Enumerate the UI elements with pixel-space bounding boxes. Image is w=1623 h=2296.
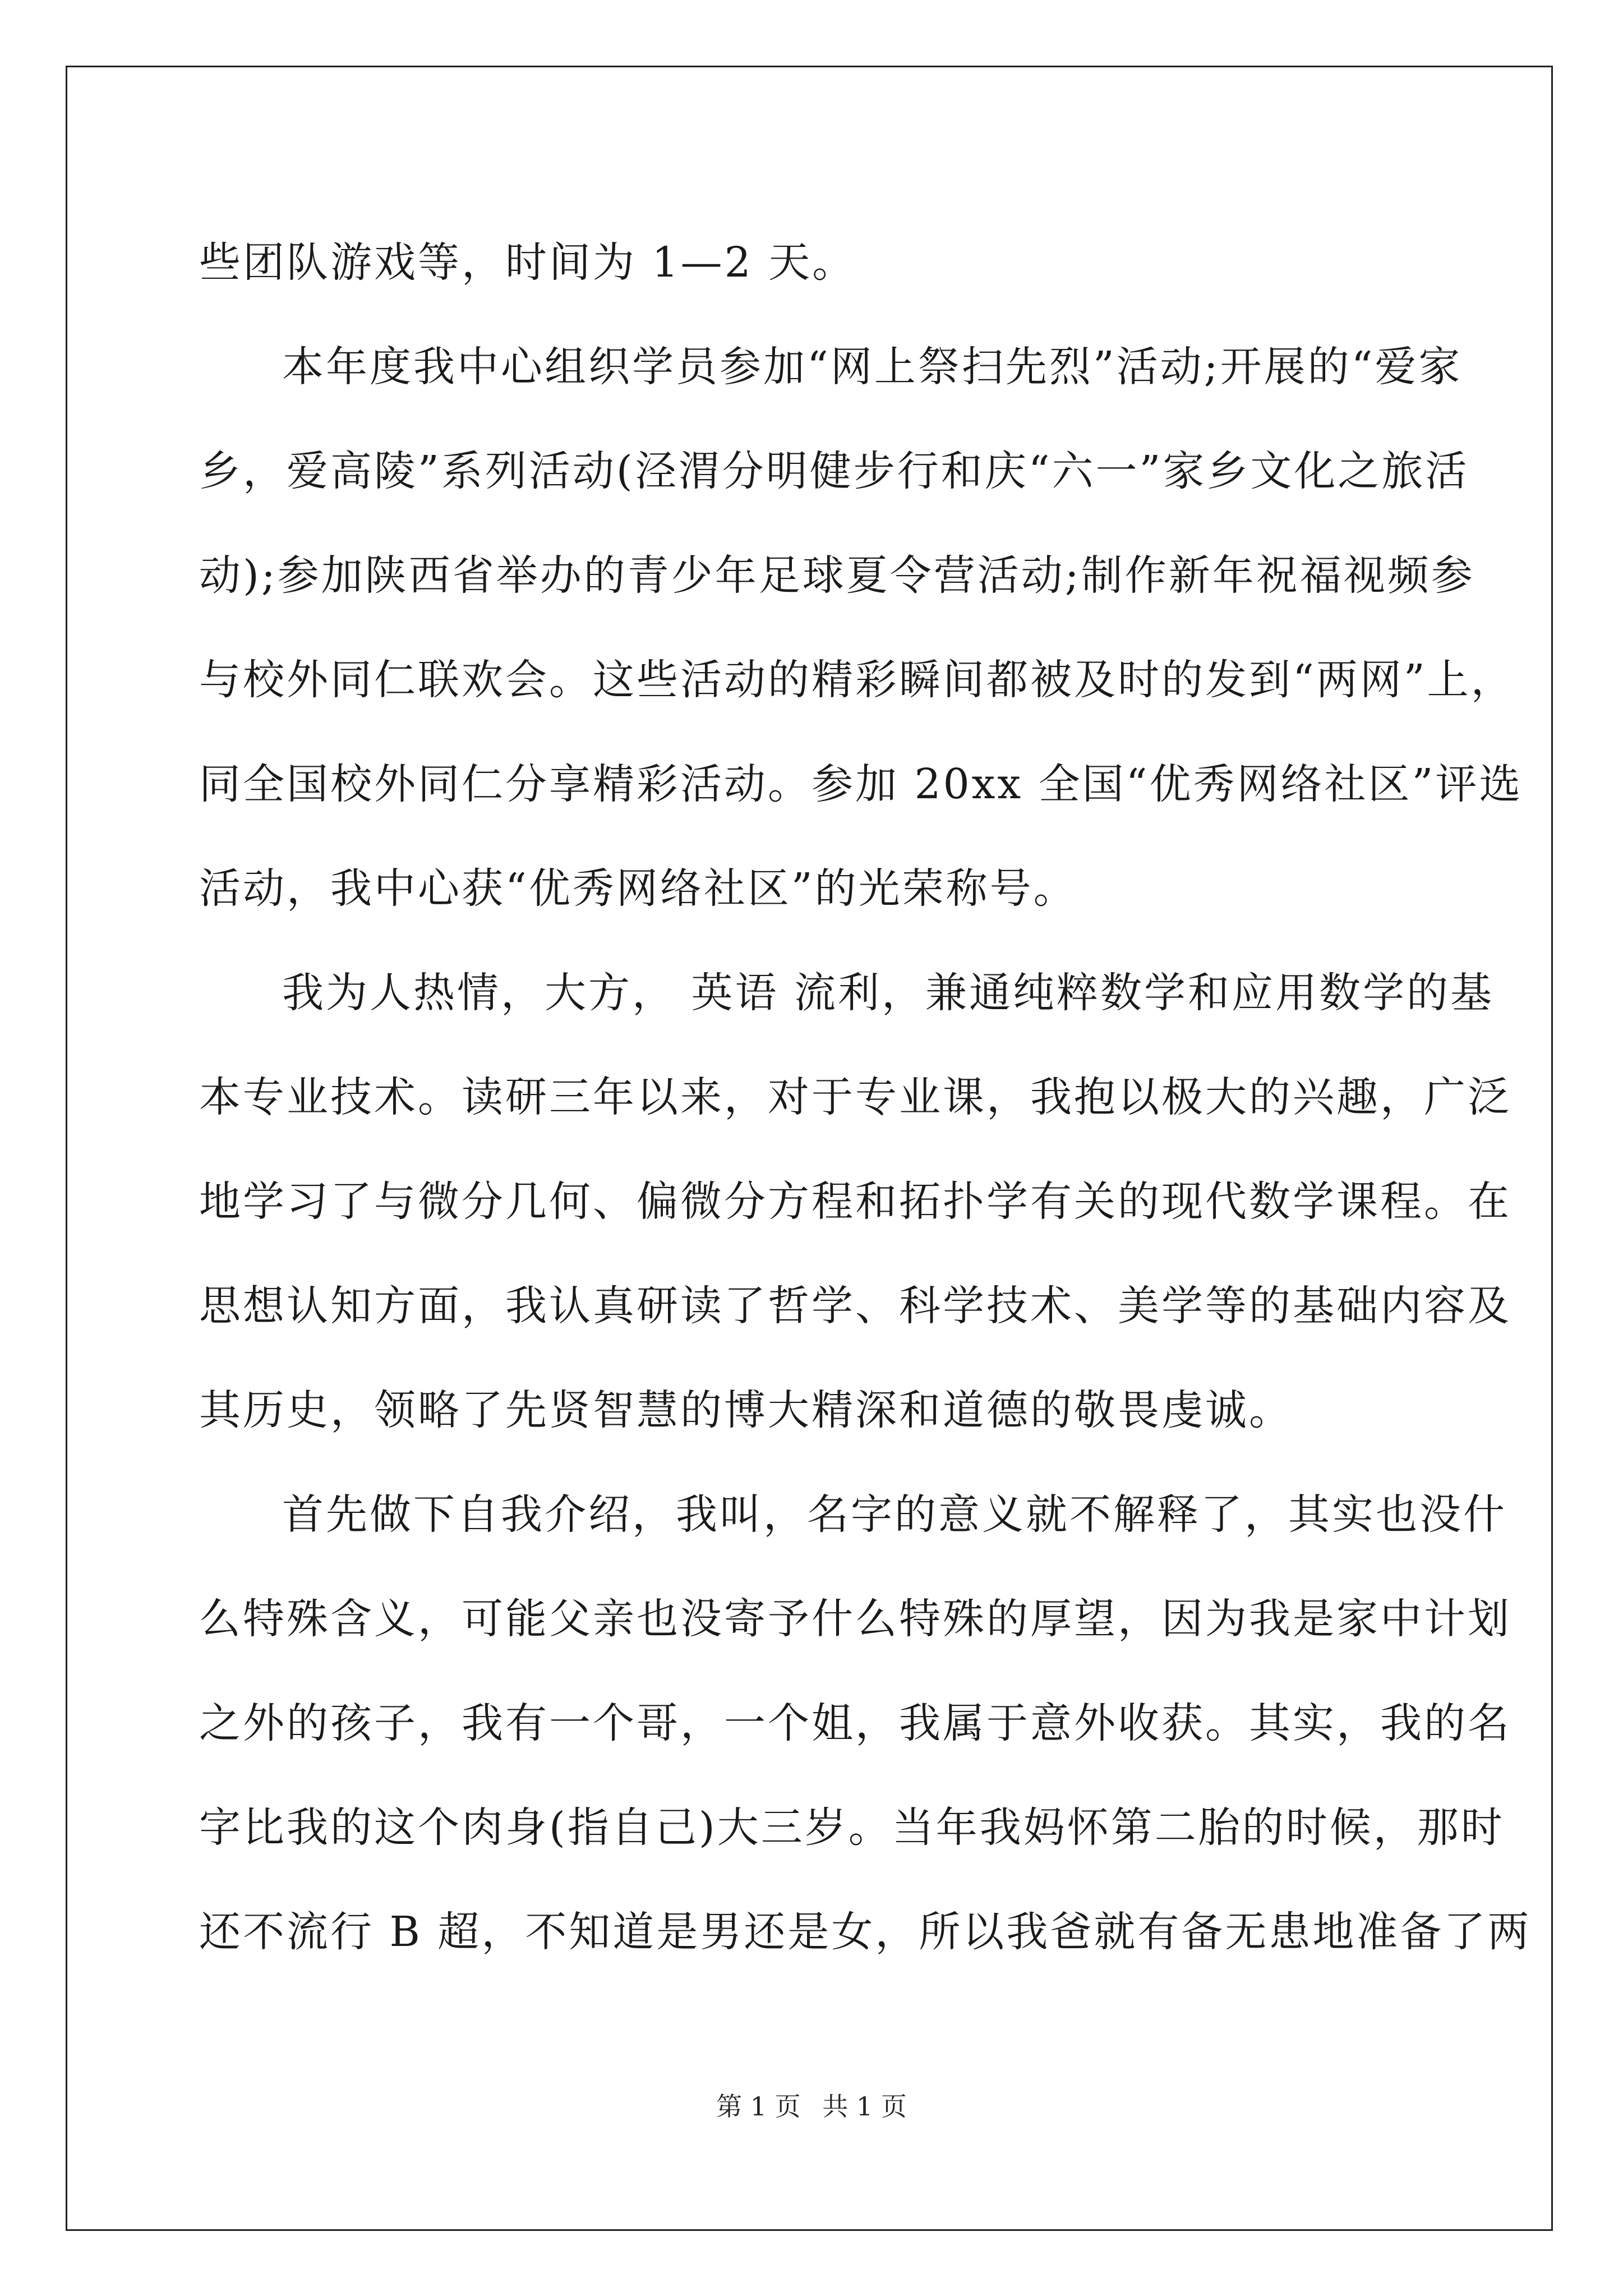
text-line: 些团队游戏等，时间为 1—2 天。	[199, 238, 856, 287]
page-footer	[0, 2090, 1623, 2123]
text-line: 动);参加陕西省举办的青少年足球夏令营活动;制作新年祝福视频参	[199, 551, 1475, 600]
text-line: 地学习了与微分几何、偏微分方程和拓扑学有关的现代数学课程。在	[199, 1177, 1511, 1226]
text-line: 乡，爱高陵”系列活动(泾渭分明健步行和庆“六一”家乡文化之旅活	[199, 447, 1469, 495]
paragraph-2	[199, 315, 1523, 941]
text-line: 字比我的这个肉身(指自己)大三岁。当年我妈怀第二胎的时候，那时	[199, 1803, 1505, 1852]
text-line: 本年度我中心组织学员参加“网上祭扫先烈”活动;开展的“爱家	[282, 343, 1463, 391]
text-line: 同全国校外同仁分享精彩活动。参加 20xx 全国“优秀网络社区”评选	[199, 760, 1523, 808]
page-number-current: 第 1 页	[716, 2091, 801, 2122]
document-body	[199, 210, 1532, 1984]
page-number-total: 共 1 页	[822, 2091, 907, 2122]
paragraph-1	[199, 210, 1433, 315]
text-line: 我为人热情，大方， 英语 流利，兼通纯粹数学和应用数学的基	[282, 969, 1495, 1017]
text-line: 活动，我中心获“优秀网络社区”的光荣称号。	[199, 864, 1077, 913]
paragraph-4	[199, 1462, 1532, 1984]
text-line: 首先做下自我介绍，我叫，名字的意义就不解释了，其实也没什	[282, 1490, 1507, 1539]
text-line: 本专业技术。读研三年以来，对于专业课，我抱以极大的兴趣，广泛	[199, 1073, 1511, 1121]
text-line: 么特殊含义，可能父亲也没寄予什么特殊的厚望，因为我是家中计划	[199, 1595, 1511, 1643]
text-line: 其历史，领略了先贤智慧的博大精深和道德的敬畏虔诚。	[199, 1386, 1293, 1434]
text-line: 思想认知方面，我认真研读了哲学、科学技术、美学等的基础内容及	[199, 1282, 1511, 1330]
paragraph-3	[199, 941, 1511, 1462]
text-line: 之外的孩子，我有一个哥，一个姐，我属于意外收获。其实，我的名	[199, 1699, 1511, 1747]
text-line: 还不流行 B 超，不知道是男还是女，所以我爸就有备无患地准备了两	[199, 1908, 1532, 1956]
text-line: 与校外同仁联欢会。这些活动的精彩瞬间都被及时的发到“两网”上，	[199, 656, 1515, 704]
